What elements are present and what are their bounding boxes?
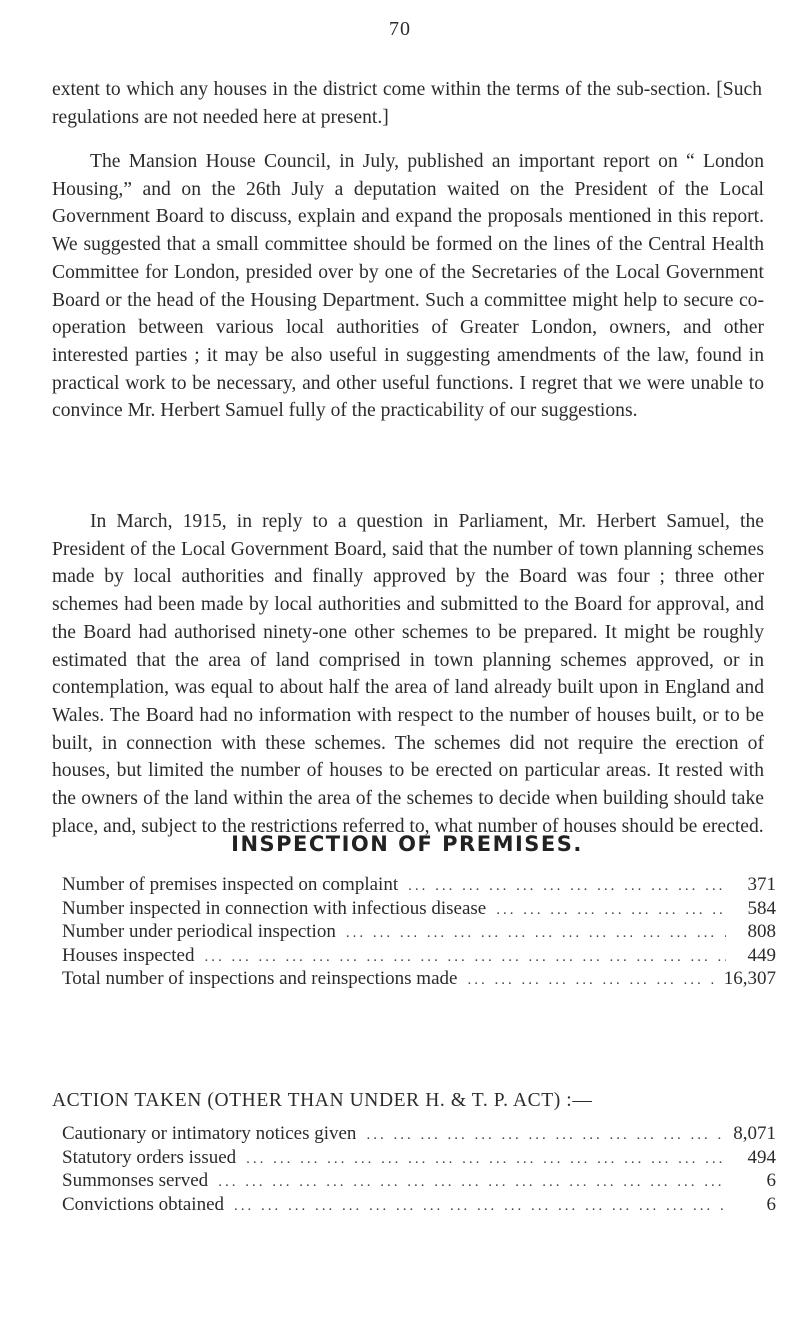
stat-value: 808: [747, 921, 776, 943]
inspection-heading: INSPECTION OF PREMISES.: [231, 832, 583, 856]
stat-label: Total number of inspections and reinspections made: [62, 968, 458, 990]
stat-value: 8,071: [733, 1123, 776, 1144]
stat-label: Number inspected in connection with infectious disease: [62, 897, 487, 919]
stat-label: Convictions obtained: [62, 1193, 225, 1215]
stat-label: Number of premises inspected on complaint: [62, 874, 399, 895]
dot-leader: [218, 1171, 726, 1195]
dot-leader: [246, 1148, 726, 1172]
paragraph-mansion-house: The Mansion House Council, in July, published an important report on “ London Housing,” and on the 26th July a deputation waited on the President of the Local Government Board to discuss, explain and expand the proposals mentioned in this report. We suggested that a small committee should be formed on the lines of the Central Health Committee for London, presided over by one of the Secretaries of the Local Government Board or the head of the Housing Department. Such a committee might help to secure co-operation between various local authorities of Greater London, owners, and other interested parties ; it may be also useful in suggesting amendments of the law, found in practical work to be necessary, and other useful functions. I regret that we were unable to convince Mr. Herbert Samuel fully of the practicability of our suggestions.: [52, 151, 764, 422]
dot-leader: [346, 922, 726, 946]
stat-value: 584: [747, 897, 776, 919]
paragraph-march-1915: In March, 1915, in reply to a question in Parliament, Mr. Herbert Samuel, the President of the Local Government Board, said that the number of town planning schemes made by local authorities and finally approved by the Board was four ; three other schemes had been made by local authorities and submitted to the Board for approval, and the Board had authorised ninety-one other schemes to be prepared. It might be roughly estimated that the area of land comprised in town planning schemes approved, or in contemplation, was equal to about half the area of land already built upon in England and Wales. The Board had no information with respect to the number of houses built, or to be built, in connection with these schemes. The schemes did not require the erection of houses, but limited the number of houses to be erected on particular areas. It rested with the owners of the land within the area of the schemes to decide when building should take place, and, subject to the restrictions referred to, what number of houses should be erected.: [52, 511, 764, 837]
stat-row: [62, 1146, 776, 1170]
inspection-stats: [62, 873, 776, 991]
stat-value: 449: [747, 944, 776, 966]
page-number: 70: [389, 18, 411, 40]
stat-label: Statutory orders issued: [62, 1146, 237, 1168]
stat-row: [62, 1193, 776, 1217]
stat-label: Number under periodical inspection: [62, 921, 336, 943]
stat-row: [62, 1169, 776, 1193]
stat-value: 6: [766, 1170, 776, 1192]
paragraph-continuation: extent to which any houses in the district come within the terms of the sub-section. [Such regulations are not needed here at present.]: [52, 79, 762, 128]
dot-leader: [366, 1124, 723, 1148]
stat-value: 6: [766, 1193, 776, 1215]
dot-leader: [234, 1195, 726, 1219]
action-stats: [62, 1122, 776, 1216]
action-heading: ACTION TAKEN (OTHER THAN UNDER H. & T. P. ACT) :—: [52, 1090, 593, 1111]
stat-row: [62, 897, 776, 921]
dot-leader: [204, 946, 726, 970]
dot-leader: [467, 969, 713, 993]
stat-row: [62, 920, 776, 944]
stat-value: 16,307: [723, 968, 776, 990]
stat-label: Houses inspected: [62, 944, 195, 966]
stat-label: Cautionary or intimatory notices given: [62, 1123, 357, 1144]
stat-row: [62, 944, 776, 968]
stat-row: [62, 1122, 776, 1146]
dot-leader: [496, 899, 726, 923]
stat-value: 371: [747, 874, 776, 895]
stat-value: 494: [747, 1146, 776, 1168]
stat-row: [62, 873, 776, 897]
dot-leader: [408, 875, 726, 899]
stat-row: [62, 967, 776, 991]
stat-label: Summonses served: [62, 1170, 209, 1192]
